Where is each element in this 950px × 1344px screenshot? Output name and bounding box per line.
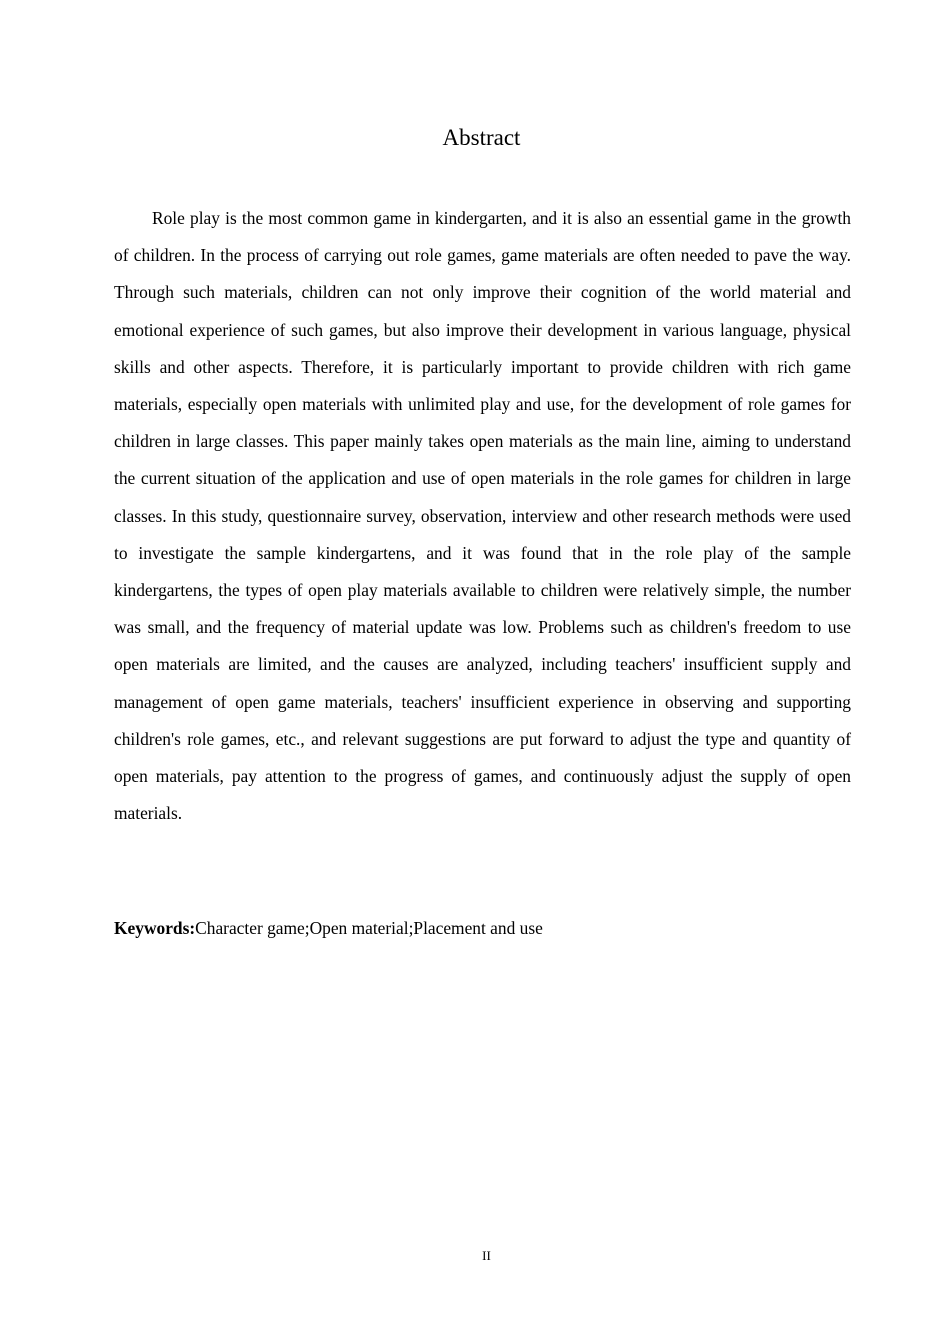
- keywords-value: Character game;Open material;Placement and use: [195, 918, 543, 938]
- page-number: II: [482, 1248, 491, 1263]
- abstract-title: Abstract: [442, 125, 521, 150]
- keywords-line: [114, 910, 851, 946]
- keywords-label: Keywords:: [114, 918, 196, 938]
- abstract-body: Role play is the most common game in kindergarten, and it is also an essential game in the growth of children. In the process of carrying out role games, game materials are often needed to pave the way. Through such materials, children can not only improve their cognition of the world material and emotional experience of such games, but also improve their development in various language, physical skills and other aspects. Therefore, it is particularly important to provide children with rich game materials, especially open materials with unlimited play and use, for the development of role games for children in large classes. This paper mainly takes open materials as the main line, aiming to understand the current situation of the application and use of open materials in the role games for children in large classes. In this study, questionnaire survey, observation, interview and other research methods were used to investigate the sample kindergartens, and it was found that in the role play of the sample kindergartens, the types of open play materials available to children were relatively simple, the number was small, and the frequency of material update was low. Problems such as children's freedom to use open materials are limited, and the causes are analyzed, including teachers' insufficient supply and management of open game materials, teachers' insufficient experience in observing and supporting children's role games, etc., and relevant suggestions are put forward to adjust the type and quantity of open materials, pay attention to the progress of games, and continuously adjust the supply of open materials.: [114, 208, 851, 824]
